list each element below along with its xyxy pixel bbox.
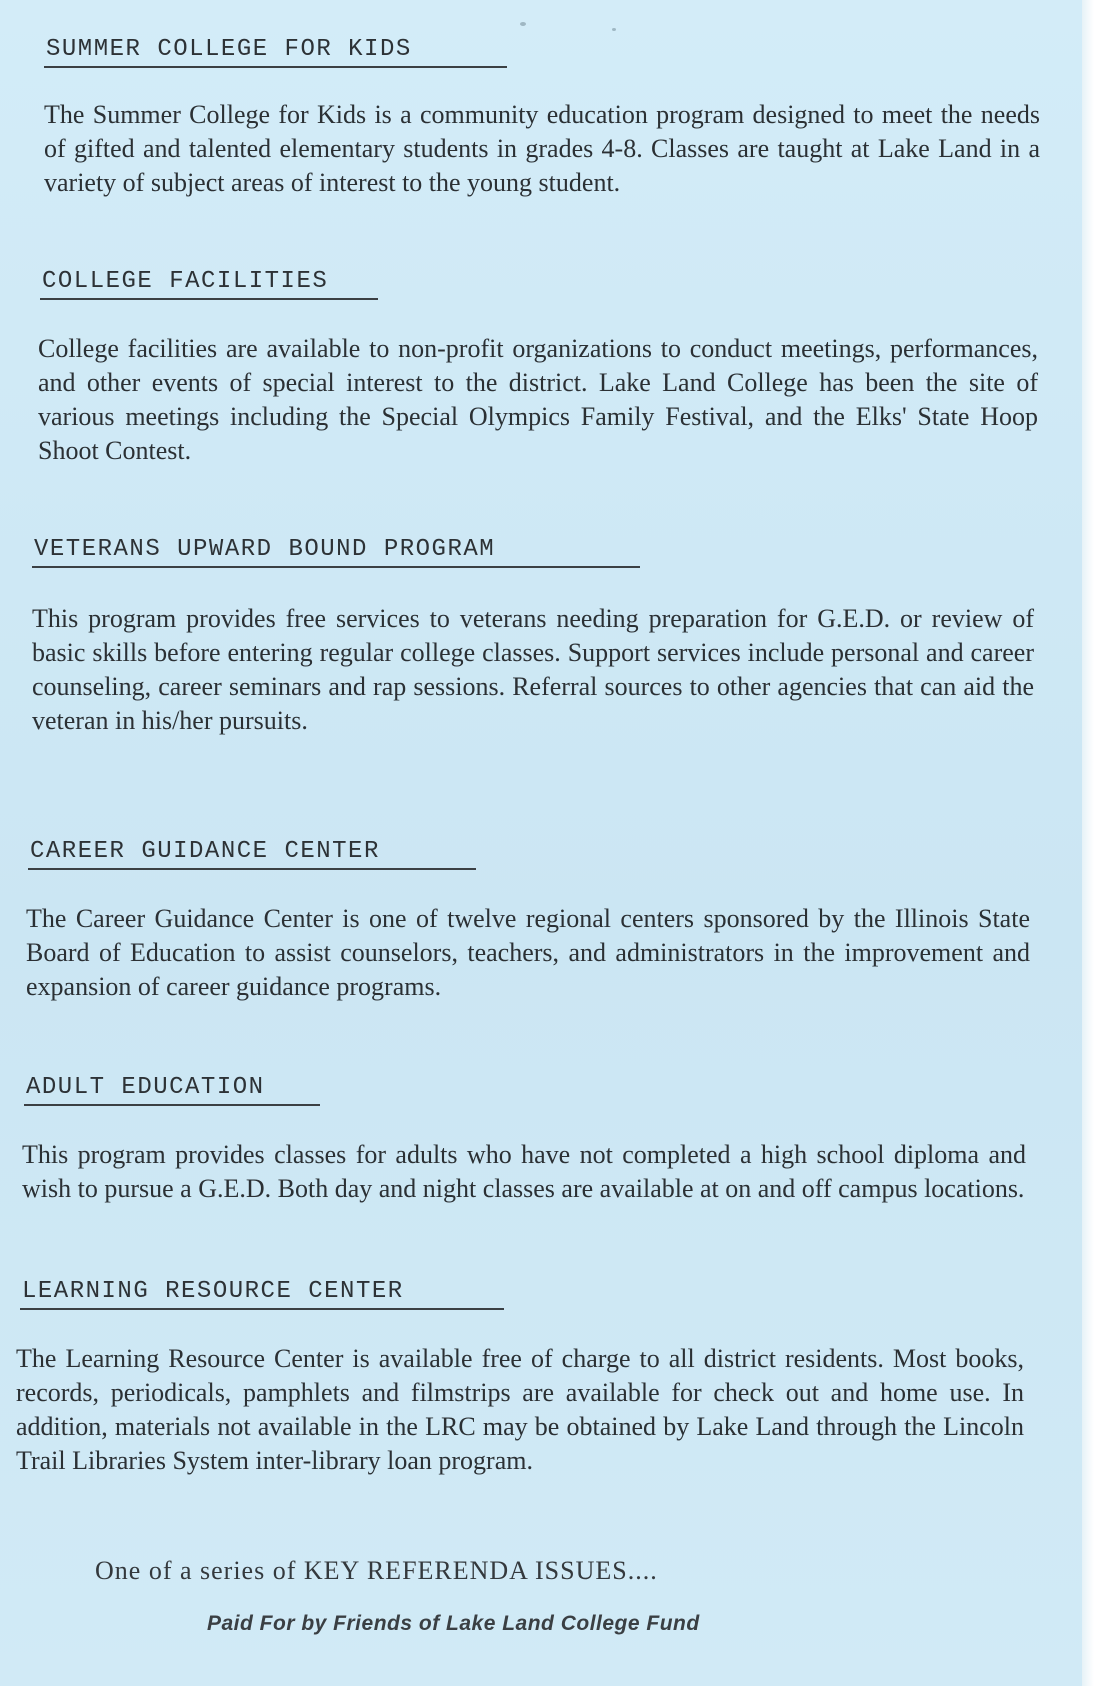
- paper-speck: [520, 22, 526, 26]
- heading-underline: [32, 566, 640, 568]
- heading-underline: [44, 66, 507, 68]
- section-heading: SUMMER COLLEGE FOR KIDS: [46, 36, 412, 63]
- heading-underline: [28, 868, 476, 870]
- section-heading: COLLEGE FACILITIES: [42, 268, 329, 295]
- section-heading: LEARNING RESOURCE CENTER: [22, 1278, 404, 1305]
- heading-underline: [24, 1104, 320, 1106]
- section-body: This program provides classes for adults who have not completed a high school diploma and wish to pursue a G.E.D. Both day and night classes are available at on and off campus locations.: [22, 1140, 1026, 1203]
- page-edge: [1082, 0, 1094, 1686]
- section-heading: ADULT EDUCATION: [26, 1074, 265, 1101]
- section-body: The Summer College for Kids is a community education program designed to meet the needs of gifted and talented elementary students in grades 4-8. Classes are taught at Lake Land in a variety of subject areas of interest to the young student.: [44, 100, 1040, 197]
- heading-underline: [40, 298, 378, 300]
- section-heading: VETERANS UPWARD BOUND PROGRAM: [34, 536, 496, 563]
- heading-underline: [20, 1308, 504, 1310]
- section-body: The Learning Resource Center is available free of charge to all district residents. Most books, records, periodicals, pamphlets and filmstrips are available for check out and home use. In addition, materials not available in the LRC may be obtained by Lake Land through the Lincoln Trail Libraries System inter-library loan program.: [16, 1344, 1024, 1475]
- section-body: This program provides free services to veterans needing preparation for G.E.D. or review of basic skills before entering regular college classes. Support services include personal and career counseling, career seminars and rap sessions. Referral sources to other agencies that can aid the veteran in his/her pursuits.: [32, 604, 1034, 735]
- section-body: College facilities are available to non-profit organizations to conduct meetings, performances, and other events of special interest to the district. Lake Land College has been the site of various meetings including the Special Olympics Family Festival, and the Elks' State Hoop Shoot Contest.: [38, 334, 1038, 465]
- closing-line: One of a series of KEY REFERENDA ISSUES....: [95, 1556, 658, 1585]
- paid-for-notice: Paid For by Friends of Lake Land College Fund: [207, 1612, 700, 1635]
- paper-speck: [612, 28, 616, 31]
- section-body: The Career Guidance Center is one of twelve regional centers sponsored by the Illinois State Board of Education to assist counselors, teachers, and administrators in the improvement and expansion of career guidance programs.: [26, 904, 1030, 1001]
- section-heading: CAREER GUIDANCE CENTER: [30, 838, 380, 865]
